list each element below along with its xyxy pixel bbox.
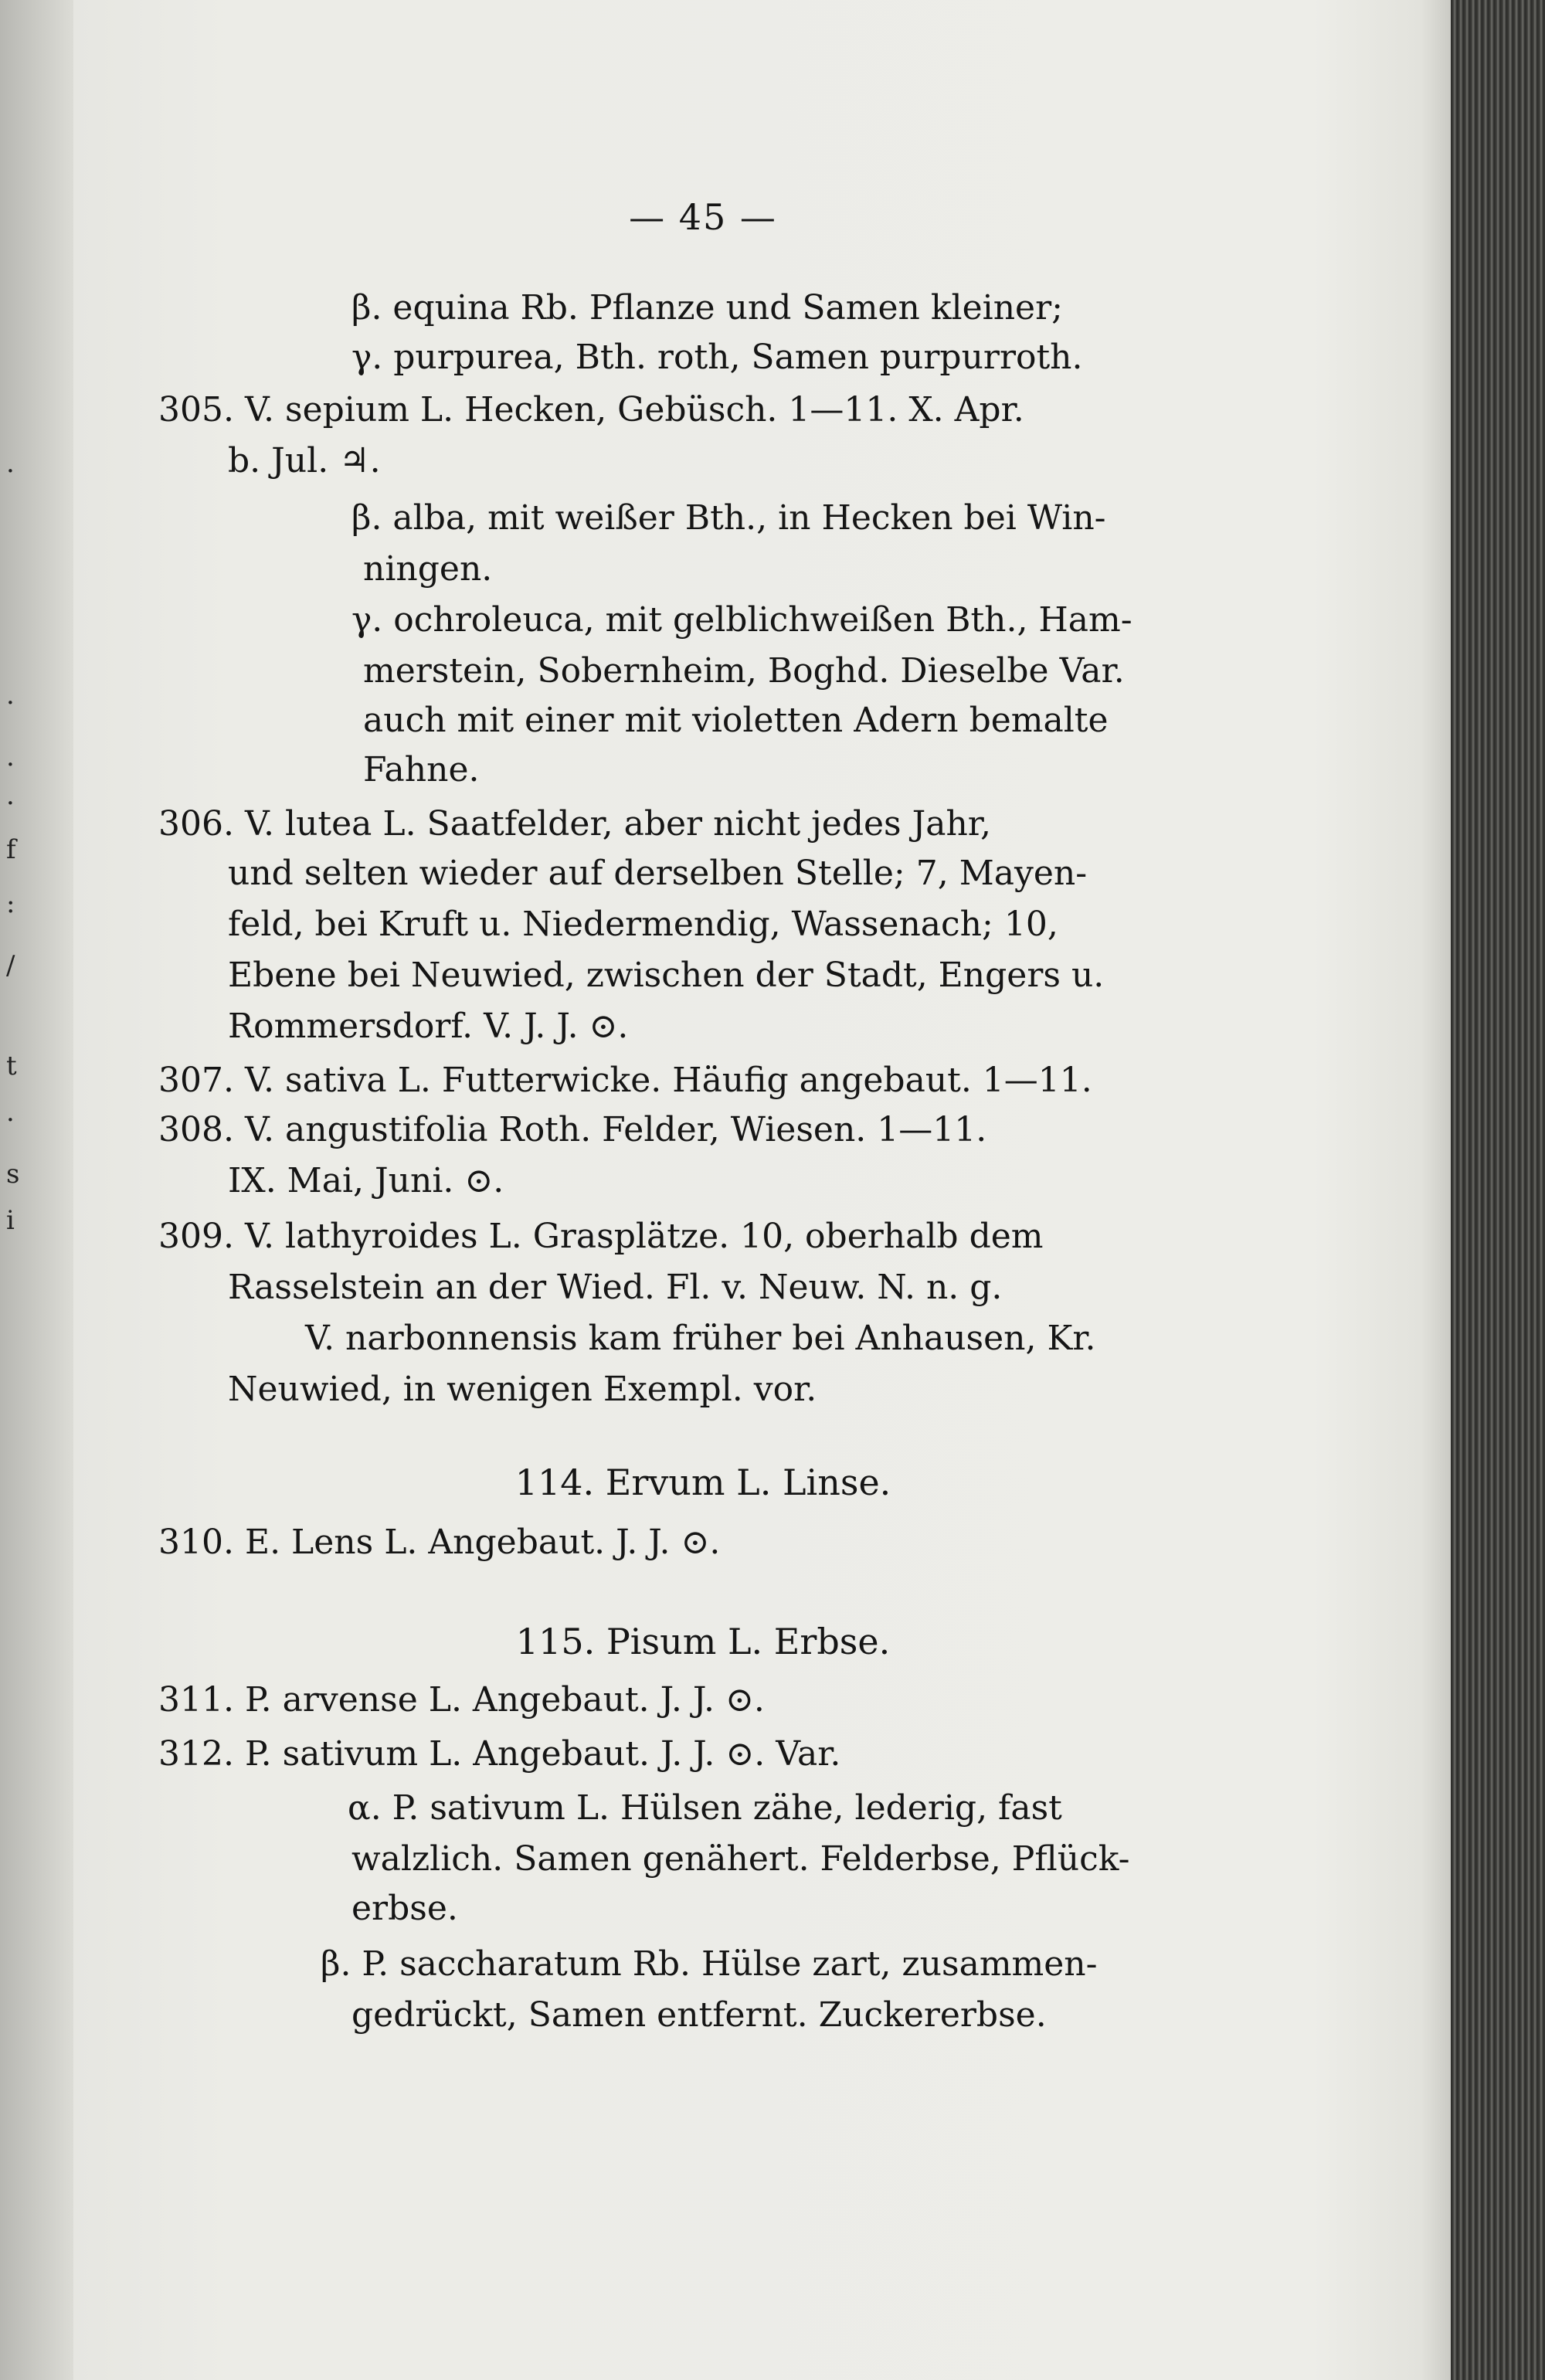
entry-308: 308. V. angustifolia Roth. Felder, Wiesen. 1—11. (158, 1110, 987, 1149)
text-line: V. narbonnensis kam früher bei Anhausen, Kr. (305, 1319, 1096, 1358)
gutter-mark: t (6, 1051, 17, 1081)
text-line: gedrückt, Samen entfernt. Zuckererbse. (351, 1995, 1047, 2035)
gutter-mark: . (6, 448, 15, 479)
gutter-mark: / (6, 950, 15, 981)
text-line: Neuwied, in wenigen Exempl. vor. (228, 1370, 817, 1409)
text-line: Fahne. (363, 750, 480, 789)
gutter-mark: · (6, 788, 15, 819)
text-line: γ. ochroleuca, mit gelblichweißen Bth., Ham- (351, 600, 1132, 640)
text-line: merstein, Sobernheim, Boghd. Dieselbe Var. (363, 651, 1125, 691)
text-line: β. alba, mit weißer Bth., in Hecken bei Win- (351, 498, 1106, 538)
gutter-mark: · (6, 1105, 15, 1136)
text-line: β. P. saccharatum Rb. Hülse zart, zusammen- (321, 1944, 1098, 1984)
text-line: Rasselstein an der Wied. Fl. v. Neuw. N. n. g. (228, 1268, 1003, 1307)
text-line: auch mit einer mit violetten Adern bemalte (363, 701, 1109, 740)
text-line: b. Jul. ♃. (228, 441, 381, 480)
page-content (154, 0, 1251, 2380)
gutter-mark: . (6, 742, 15, 772)
gutter-mark: s (6, 1159, 20, 1190)
page-number: — 45 — (629, 196, 777, 238)
entry-309: 309. V. lathyroides L. Grasplätze. 10, oberhalb dem (158, 1217, 1044, 1256)
book-edge (1451, 0, 1545, 2380)
left-page-gutter (0, 0, 73, 2380)
text-line: IX. Mai, Juni. ⊙. (228, 1161, 504, 1200)
entry-306: 306. V. lutea L. Saatfelder, aber nicht jedes Jahr, (158, 804, 991, 844)
gutter-mark: f (6, 834, 16, 865)
gutter-mark: · (6, 688, 15, 718)
entry-307: 307. V. sativa L. Futterwicke. Häufig angebaut. 1—11. (158, 1061, 1092, 1100)
entry-312: 312. P. sativum L. Angebaut. J. J. ⊙. Var. (158, 1734, 841, 1774)
text-line: γ. purpurea, Bth. roth, Samen purpurroth. (351, 338, 1083, 377)
section-heading-pisum: 115. Pisum L. Erbse. (515, 1621, 891, 1662)
text-line: walzlich. Samen genähert. Felderbse, Pflück- (351, 1839, 1130, 1879)
text-line: erbse. (351, 1889, 458, 1928)
text-line: β. equina Rb. Pflanze und Samen kleiner; (351, 288, 1063, 328)
text-line: feld, bei Kruft u. Niedermendig, Wassenach; 10, (228, 905, 1058, 944)
text-line: ningen. (363, 549, 493, 589)
entry-311: 311. P. arvense L. Angebaut. J. J. ⊙. (158, 1680, 765, 1720)
text-line: Ebene bei Neuwied, zwischen der Stadt, Engers u. (228, 956, 1105, 995)
section-heading-ervum: 114. Ervum L. Linse. (514, 1462, 891, 1503)
text-line: Rommersdorf. V. J. J. ⊙. (228, 1007, 629, 1046)
entry-310: 310. E. Lens L. Angebaut. J. J. ⊙. (158, 1523, 721, 1562)
entry-305: 305. V. sepium L. Hecken, Gebüsch. 1—11. X. Apr. (158, 390, 1024, 429)
gutter-mark: : (6, 888, 15, 919)
gutter-mark: i (6, 1205, 15, 1236)
text-line: α. P. sativum L. Hülsen zähe, lederig, fast (348, 1788, 1062, 1828)
text-line: und selten wieder auf derselben Stelle; 7, Mayen- (228, 854, 1088, 893)
